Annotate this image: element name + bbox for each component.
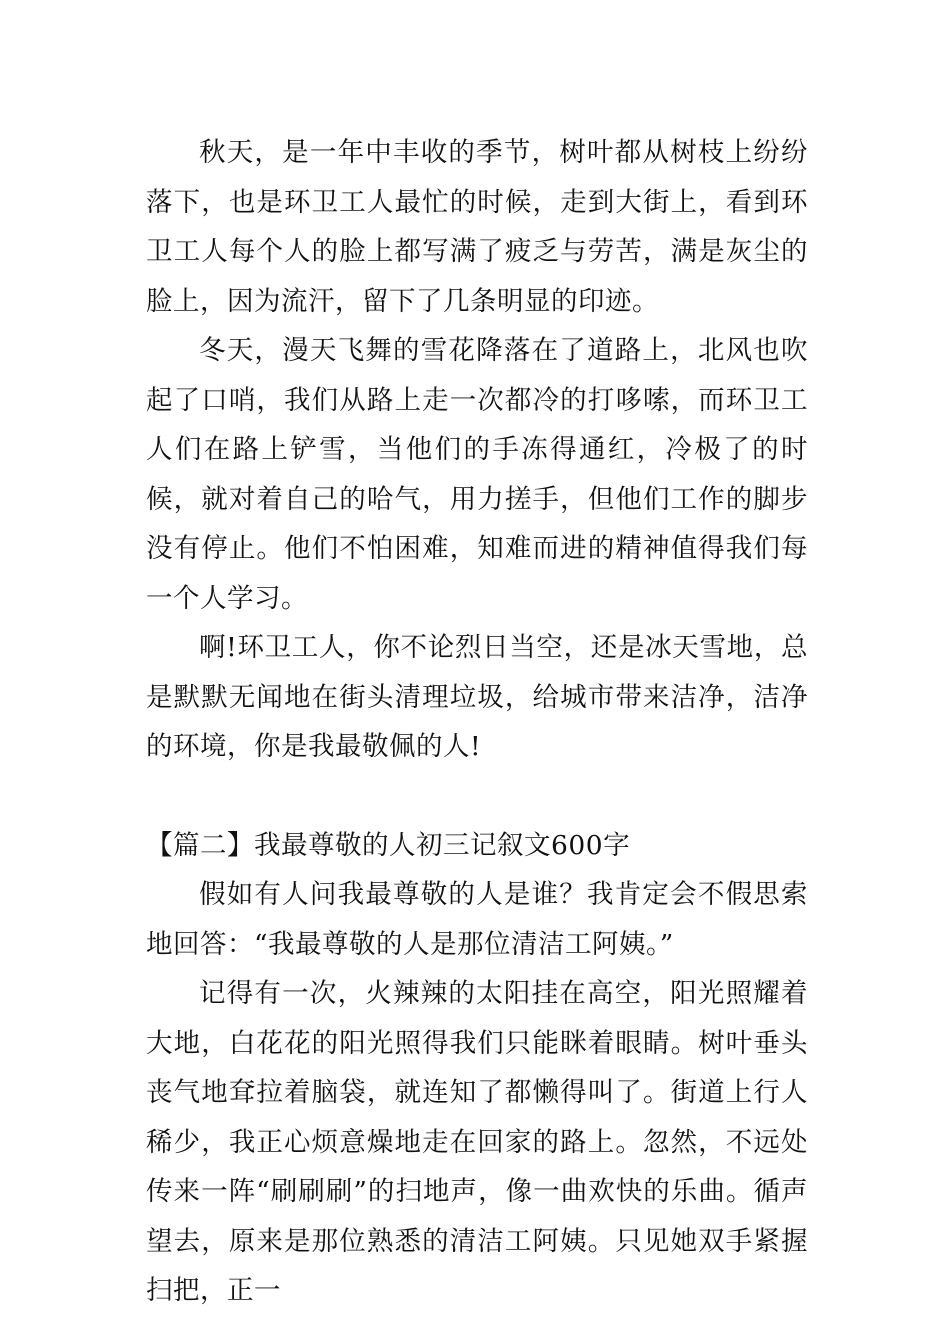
paragraph-memory: 记得有一次，火辣辣的太阳挂在高空，阳光照耀着大地，白花花的阳光照得我们只能眯着眼睛。树叶垂头丧气地耷拉着脑袋，就连知了都懒得叫了。街道上行人稀少，我正心烦意燥地走在回家的路上。忽然，不远处传来一阵“刷刷刷”的扫地声，像一曲欢快的乐曲。循声望去，原来是那位熟悉的清洁工阿姨。只见她双手紧握扫把，正一 (146, 978, 808, 1306)
paragraph-winter: 冬天，漫天飞舞的雪花降落在了道路上，北风也吹起了口哨，我们从路上走一次都冷的打哆嗦，而环卫工人们在路上铲雪，当他们的手冻得通红，冷极了的时候，就对着自己的哈气，用力搓手，但他们工作的脚步没有停止。他们不怕困难，知难而进的精神值得我们每一个人学习。 (146, 335, 808, 614)
section-heading: 【篇二】我最尊敬的人初三记叙文600字 (146, 829, 631, 861)
paragraph-tribute: 啊!环卫工人，你不论烈日当空，还是冰天雪地，总是默默无闻地在街头清理垃圾，给城市带来洁净，洁净的环境，你是我最敬佩的人! (146, 632, 808, 762)
paragraph-question: 假如有人问我最尊敬的人是谁？我肯定会不假思索地回答：“我最尊敬的人是那位清洁工阿姨。” (146, 879, 808, 960)
document-page (146, 128, 808, 1316)
paragraph-autumn: 秋天，是一年中丰收的季节，树叶都从树枝上纷纷落下，也是环卫工人最忙的时候，走到大街上，看到环卫工人每个人的脸上都写满了疲乏与劳苦，满是灰尘的脸上，因为流汗，留下了几条明显的印迹。 (146, 137, 808, 317)
